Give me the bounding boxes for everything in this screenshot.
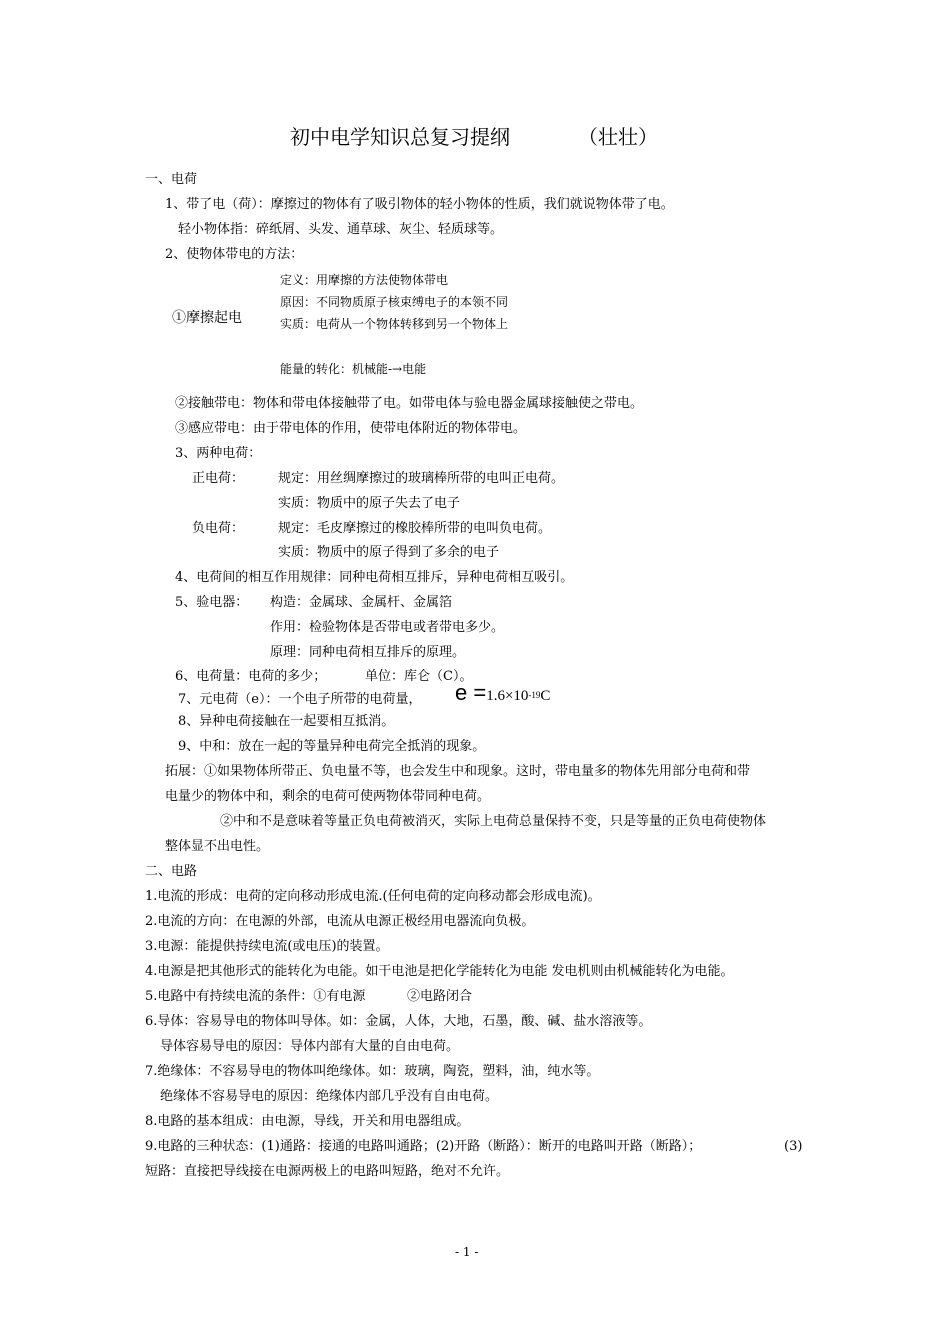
item-7: 7、元电荷（e）：一个电子所带的电荷量， xyxy=(178,692,422,707)
extension-2-line-2: 整体显不出电性。 xyxy=(165,839,270,854)
induction-charging: ③感应带电：由于带电体的作用，使带电体附近的物体带电。 xyxy=(175,421,527,436)
item-6-unit: 单位：库仑（C）。 xyxy=(365,669,473,684)
item-1: 1、带了电（荷）：摩擦过的物体有了吸引物体的轻小物体的性质，我们就说物体带了电。 xyxy=(165,197,674,212)
friction-essence: 实质：电荷从一个物体转移到另一个物体上 xyxy=(280,317,509,331)
circuit-line-9-continued: 短路：直接把导线接在电源两极上的电路叫短路，绝对不允许。 xyxy=(145,1164,510,1179)
item-6: 6、电荷量：电荷的多少； xyxy=(175,669,327,684)
friction-definition: 定义：用摩擦的方法使物体带电 xyxy=(280,273,449,287)
positive-charge-essence: 实质：物质中的原子失去了电子 xyxy=(278,496,461,511)
item-2: 2、使物体带电的方法： xyxy=(165,247,304,262)
circuit-line-5: 5.电路中有持续电流的条件：①有电源 xyxy=(145,989,366,1004)
item-4: 4、电荷间的相互作用规律：同种电荷相互排斥，异种电荷相互吸引。 xyxy=(175,570,574,585)
circuit-line-7: 7.绝缘体：不容易导电的物体叫绝缘体。如：玻璃，陶瓷，塑料，油，纯水等。 xyxy=(145,1064,600,1079)
formula-unit: C xyxy=(540,688,551,704)
circuit-line-5-condition-2: ②电路闭合 xyxy=(407,989,473,1004)
circuit-line-6: 6.导体：容易导电的物体叫导体。如：金属，人体，大地，石墨，酸、碱、盐水溶液等。 xyxy=(145,1014,652,1029)
circuit-line-4: 4.电源是把其他形式的能转化为电能。如干电池是把化学能转化为电能 发电机则由机械能转化为电能。 xyxy=(145,964,734,979)
item-1-note: 轻小物体指：碎纸屑、头发、通草球、灰尘、轻质球等。 xyxy=(178,222,504,237)
document-title: 初中电学知识总复习提纲 xyxy=(290,125,510,149)
document-author: （壮壮） xyxy=(578,125,658,149)
section-1-heading: 一、电荷 xyxy=(145,172,198,187)
extension-1-line-1: 拓展：①如果物体所带正、负电量不等，也会发生中和现象。这时，带电量多的物体先用部分电荷和带 xyxy=(165,764,751,779)
circuit-line-1: 1.电流的形成：电荷的定向移动形成电流.(任何电荷的定向移动都会形成电流)。 xyxy=(145,889,601,904)
formula-symbol: e = xyxy=(455,680,487,705)
circuit-line-9-number: (3) xyxy=(784,1139,803,1154)
contact-charging: ②接触带电：物体和带电体接触带了电。如带电体与验电器金属球接触使之带电。 xyxy=(175,396,644,411)
electroscope-structure: 构造：金属球、金属杆、金属箔 xyxy=(270,595,453,610)
negative-charge-rule: 规定：毛皮摩擦过的橡胶棒所带的电叫负电荷。 xyxy=(278,521,552,536)
page-number: - 1 - xyxy=(455,1245,479,1259)
elementary-charge-formula xyxy=(455,680,550,706)
circuit-line-3: 3.电源：能提供持续电流(或电压)的装置。 xyxy=(145,939,389,954)
negative-charge-essence: 实质：物质中的原子得到了多余的电子 xyxy=(278,545,500,560)
extension-2-line-1: ②中和不是意味着等量正负电荷被消灭，实际上电荷总量保持不变，只是等量的正负电荷使物体 xyxy=(220,814,767,829)
positive-charge-label: 正电荷： xyxy=(192,471,245,486)
item-5: 5、验电器： xyxy=(175,595,249,610)
positive-charge-rule: 规定：用丝绸摩擦过的玻璃棒所带的电叫正电荷。 xyxy=(278,471,565,486)
energy-conversion: 能量的转化：机械能-→电能 xyxy=(280,362,427,376)
formula-exponent: -19 xyxy=(528,690,541,700)
item-8: 8、异种电荷接触在一起要相互抵消。 xyxy=(178,714,395,729)
electroscope-function: 作用：检验物体是否带电或者带电多少。 xyxy=(270,620,505,635)
formula-value: 1.6×10 xyxy=(486,688,529,704)
section-2-heading: 二、电路 xyxy=(145,864,198,879)
electroscope-principle: 原理：同种电荷相互排斥的原理。 xyxy=(270,645,466,660)
circuit-line-9: 9.电路的三种状态：(1)通路：接通的电路叫通路；(2)开路（断路）：断开的电路叫开路（断路）； xyxy=(145,1139,702,1154)
negative-charge-label: 负电荷： xyxy=(192,521,245,536)
circuit-line-7-reason: 绝缘体不容易导电的原因：绝缘体内部几乎没有自由电荷。 xyxy=(160,1089,499,1104)
circuit-line-6-reason: 导体容易导电的原因：导体内部有大量的自由电荷。 xyxy=(160,1039,460,1054)
friction-label: ①摩擦起电 xyxy=(172,310,242,326)
item-3: 3、两种电荷： xyxy=(175,446,262,461)
friction-reason: 原因：不同物质原子核束缚电子的本领不同 xyxy=(280,295,509,309)
extension-1-line-2: 电量少的物体中和，剩余的电荷可使两物体带同种电荷。 xyxy=(165,789,491,804)
item-9: 9、中和：放在一起的等量异种电荷完全抵消的现象。 xyxy=(178,739,486,754)
circuit-line-2: 2.电流的方向：在电源的外部，电流从电源正极经用电器流向负极。 xyxy=(145,914,535,929)
circuit-line-8: 8.电路的基本组成：由电源，导线，开关和用电器组成。 xyxy=(145,1114,470,1129)
